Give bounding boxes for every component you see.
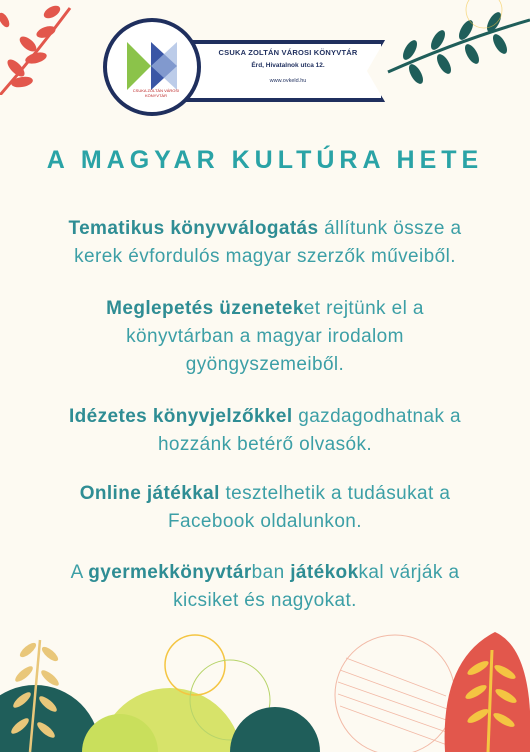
body-text: állítunk össze a [318, 218, 462, 239]
logo-mark-icon [107, 22, 197, 112]
body-text: kerek évfordulós magyar szerzők műveiből. [74, 246, 456, 267]
library-website[interactable]: www.ovkeld.hu [269, 78, 307, 84]
top-right-leaf-decoration [380, 0, 530, 95]
paragraph-line [20, 559, 510, 587]
paragraph-line [20, 508, 510, 536]
logo-text: CSUKA ZOLTÁN VÁROSI KÖNYVTÁR [132, 88, 180, 98]
paragraph-3 [20, 403, 510, 459]
body-text: gyöngyszemeiből. [185, 354, 345, 375]
paragraph-line [20, 431, 510, 459]
body-text: kal várják a [358, 562, 460, 583]
highlight-text: gyermekkönyvtár [88, 562, 252, 583]
paragraph-line [20, 480, 510, 508]
paragraph-5 [20, 559, 510, 615]
paragraph-line [20, 243, 510, 271]
paragraph-2 [20, 295, 510, 379]
body-text: ban [251, 562, 291, 583]
body-text: kicsiket és nagyokat. [173, 590, 357, 611]
paragraph-line [20, 403, 510, 431]
body-text: Facebook oldalunkon. [168, 511, 362, 532]
highlight-text: Meglepetés üzenetek [106, 298, 304, 319]
library-logo [103, 18, 201, 116]
top-left-leaf-decoration [0, 0, 90, 95]
paragraph-line [20, 587, 510, 615]
highlight-text: Idézetes könyvjelzőkkel [68, 406, 293, 427]
bottom-decoration [0, 620, 530, 752]
highlight-text: Online játékkal [79, 483, 220, 504]
body-text: gazdagodhatnak a [292, 406, 462, 427]
body-text: A [70, 562, 89, 583]
paragraph-line [20, 215, 510, 243]
page-title: A MAGYAR KULTÚRA HETE [46, 146, 484, 174]
paragraph-4 [20, 480, 510, 536]
library-badge [103, 18, 385, 104]
body-text: tesztelhetik a tudásukat a [219, 483, 451, 504]
library-address: Érd, Hivatalnok utca 12. [251, 62, 325, 69]
paragraph-line [20, 295, 510, 323]
body-text: könyvtárban a magyar irodalom [126, 326, 404, 347]
paragraph-1 [20, 215, 510, 271]
body-text: et rejtünk el a [303, 298, 424, 319]
library-name: CSUKA ZOLTÁN VÁROSI KÖNYVTÁR [218, 48, 358, 57]
paragraph-line [20, 323, 510, 351]
highlight-text: Tematikus könyvválogatás [68, 218, 319, 239]
body-text: hozzánk betérő olvasók. [157, 434, 373, 455]
paragraph-line [20, 351, 510, 379]
highlight-text: játékok [290, 562, 359, 583]
